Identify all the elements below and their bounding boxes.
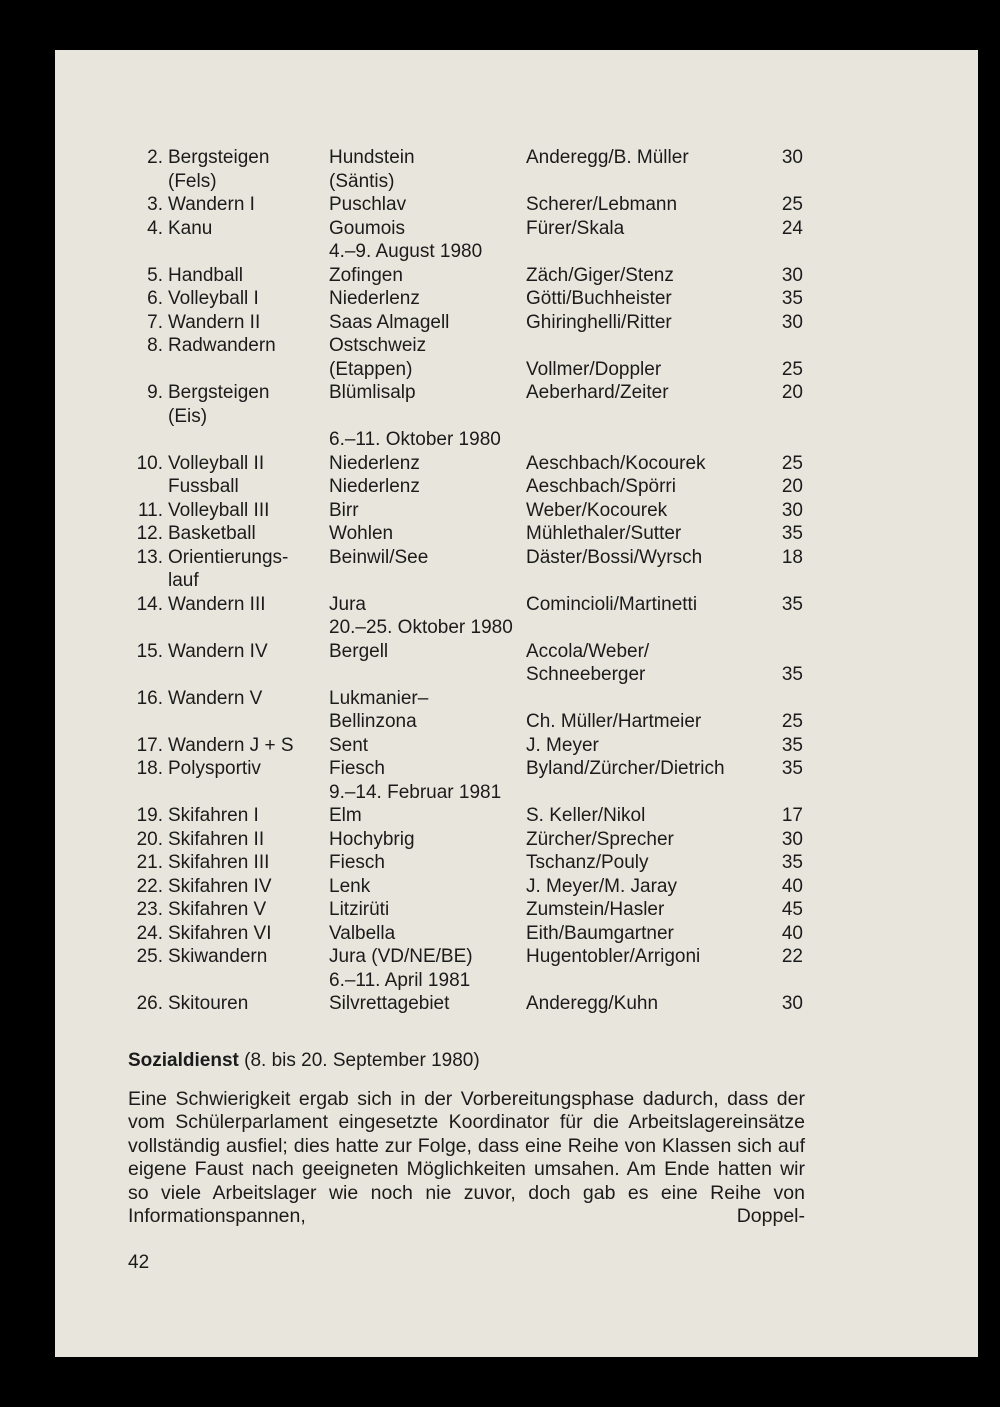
- table-row: [0, 875, 1000, 898]
- row-leader: Anderegg/B. Müller: [526, 147, 689, 168]
- row-num: 4.: [147, 217, 163, 239]
- table-row: [0, 546, 1000, 569]
- table-row: [0, 193, 1000, 216]
- row-num: 19.: [136, 805, 163, 826]
- table-row: [0, 240, 1000, 263]
- row-count: 35: [781, 852, 803, 873]
- row-name: (Fels): [168, 170, 217, 192]
- table-row: [0, 358, 1000, 381]
- row-leader: Zäch/Giger/Stenz: [526, 264, 674, 286]
- table-row: [0, 428, 1000, 451]
- row-count: 30: [781, 147, 803, 168]
- row-name: Kanu: [168, 217, 213, 239]
- row-name: Skifahren IV: [168, 875, 272, 897]
- row-place: Sent: [329, 734, 369, 756]
- row-name: Radwandern: [168, 335, 276, 356]
- body-paragraph: Eine Schwierigkeit ergab sich in der Vorbereitungsphase dadurch, dass der vom Schülerparlament eingesetzte Koordinator für die Arbeitslagereinsätze vollständig ausfiel; dies hatte zur Folge, dass eine Reihe von Klassen sich auf eigene Faust nach geeigneten Möglichkeiten umsahen. Am Ende hatten wir so viele Arbeitslager wie noch nie zuvor, doch gab es eine Reihe von Informationspannen, Doppel-: [128, 1088, 805, 1228]
- row-leader: Vollmer/Doppler: [526, 358, 662, 380]
- row-place: Niederlenz: [329, 476, 420, 497]
- row-num: 20.: [136, 828, 163, 850]
- row-count: 30: [781, 264, 803, 286]
- row-leader: Däster/Bossi/Wyrsch: [526, 546, 703, 568]
- row-count: 25: [781, 194, 803, 215]
- row-leader: Zürcher/Sprecher: [526, 828, 674, 850]
- row-leader: Schneeberger: [526, 664, 646, 685]
- row-num: 5.: [147, 264, 163, 286]
- table-row: [0, 757, 1000, 780]
- row-name: Bergsteigen: [168, 147, 270, 168]
- table-row: [0, 616, 1000, 639]
- row-place: Bergell: [329, 640, 389, 662]
- row-place: Niederlenz: [329, 288, 420, 309]
- row-count: 30: [781, 993, 803, 1014]
- row-count: 35: [781, 523, 803, 544]
- row-place: Lukmanier–: [329, 687, 429, 709]
- row-place: Blümlisalp: [329, 382, 416, 403]
- table-row: [0, 851, 1000, 874]
- row-leader: Aeberhard/Zeiter: [526, 382, 669, 403]
- row-place: Litzirüti: [329, 899, 390, 920]
- table-row: [0, 898, 1000, 921]
- table-row: [0, 640, 1000, 663]
- row-name: Skifahren V: [168, 899, 267, 920]
- row-leader: Ch. Müller/Hartmeier: [526, 711, 702, 732]
- row-place: Niederlenz: [329, 452, 420, 474]
- row-name: Wandern IV: [168, 640, 268, 662]
- row-name: Basketball: [168, 523, 256, 544]
- row-num: 2.: [147, 147, 163, 168]
- row-place: 6.–11. Oktober 1980: [329, 429, 501, 450]
- row-count: 18: [781, 546, 803, 568]
- row-count: 35: [781, 734, 803, 756]
- table-row: [0, 264, 1000, 287]
- table-row: [0, 499, 1000, 522]
- row-leader: Eith/Baumgartner: [526, 922, 674, 944]
- row-place: Hundstein: [329, 147, 415, 168]
- row-place: 6.–11. April 1981: [329, 969, 471, 991]
- row-num: 11.: [137, 499, 163, 521]
- row-name: Skifahren III: [168, 852, 270, 873]
- row-count: 30: [781, 499, 803, 521]
- row-count: 25: [781, 358, 803, 380]
- row-place: Fiesch: [329, 758, 385, 779]
- row-num: 6.: [147, 288, 163, 309]
- row-leader: Byland/Zürcher/Dietrich: [526, 758, 725, 779]
- row-leader: Comincioli/Martinetti: [526, 593, 698, 615]
- row-leader: J. Meyer: [526, 734, 599, 756]
- row-name: Polysportiv: [168, 758, 261, 779]
- row-num: 25.: [136, 946, 163, 967]
- row-leader: Mühlethaler/Sutter: [526, 523, 682, 544]
- row-name: Fussball: [168, 476, 239, 497]
- row-count: 35: [781, 288, 803, 309]
- table-row: [0, 170, 1000, 193]
- row-name: Skiwandern: [168, 946, 268, 967]
- row-place: (Säntis): [329, 170, 395, 192]
- row-name: lauf: [168, 570, 199, 591]
- row-count: 24: [781, 217, 803, 239]
- row-place: Saas Almagell: [329, 311, 450, 333]
- row-leader: Aeschbach/Kocourek: [526, 452, 706, 474]
- table-row: [0, 781, 1000, 804]
- row-name: Orientierungs-: [168, 546, 289, 568]
- table-row: [0, 992, 1000, 1015]
- row-num: 7.: [147, 311, 163, 333]
- table-row: [0, 922, 1000, 945]
- section-subtitle: (8. bis 20. September 1980): [238, 1050, 480, 1071]
- row-name: Skifahren VI: [168, 922, 272, 944]
- row-num: 16.: [136, 687, 163, 709]
- row-count: 20: [781, 382, 803, 403]
- row-leader: Ghiringhelli/Ritter: [526, 311, 672, 333]
- row-num: 24.: [136, 922, 163, 944]
- row-leader: Scherer/Lebmann: [526, 194, 678, 215]
- row-num: 21.: [136, 852, 163, 873]
- row-leader: Anderegg/Kuhn: [526, 993, 659, 1014]
- row-place: Lenk: [329, 875, 371, 897]
- row-leader: S. Keller/Nikol: [526, 805, 646, 826]
- row-place: Fiesch: [329, 852, 385, 873]
- table-row: [0, 687, 1000, 710]
- row-place: Ostschweiz: [329, 335, 427, 356]
- row-count: 25: [781, 452, 803, 474]
- row-count: 40: [781, 875, 803, 897]
- row-name: Wandern V: [168, 687, 263, 709]
- row-name: Wandern J + S: [168, 734, 294, 756]
- row-name: Wandern II: [168, 311, 261, 333]
- row-num: 9.: [147, 382, 163, 403]
- row-place: Hochybrig: [329, 828, 415, 850]
- row-name: Handball: [168, 264, 243, 286]
- row-place: Jura: [329, 593, 366, 615]
- row-count: 20: [781, 476, 803, 497]
- row-num: 23.: [136, 899, 163, 920]
- table-row: [0, 311, 1000, 334]
- table-row: [0, 334, 1000, 357]
- row-place: Bellinzona: [329, 711, 417, 732]
- row-count: 40: [781, 922, 803, 944]
- row-count: 30: [781, 828, 803, 850]
- row-name: Volleyball II: [168, 452, 265, 474]
- table-row: [0, 452, 1000, 475]
- row-leader: Accola/Weber/: [526, 640, 650, 662]
- table-row: [0, 287, 1000, 310]
- row-count: 22: [781, 946, 803, 967]
- row-place: 20.–25. Oktober 1980: [329, 617, 513, 638]
- row-place: Elm: [329, 805, 362, 826]
- row-place: 9.–14. Februar 1981: [329, 781, 502, 803]
- row-place: (Etappen): [329, 358, 413, 380]
- table-row: [0, 593, 1000, 616]
- row-num: 14.: [136, 593, 163, 615]
- row-leader: Zumstein/Hasler: [526, 899, 665, 920]
- row-place: Valbella: [329, 922, 396, 944]
- row-num: 13.: [136, 546, 163, 568]
- row-count: 30: [781, 311, 803, 333]
- table-row: [0, 146, 1000, 169]
- table-row: [0, 828, 1000, 851]
- row-name: (Eis): [168, 405, 208, 427]
- row-name: Volleyball III: [168, 499, 270, 521]
- row-num: 12.: [136, 523, 163, 544]
- row-name: Wandern I: [168, 194, 255, 215]
- row-name: Wandern III: [168, 593, 266, 615]
- row-num: 10.: [136, 452, 163, 474]
- row-count: 25: [781, 711, 803, 732]
- row-count: 35: [781, 593, 803, 615]
- table-row: [0, 405, 1000, 428]
- row-place: 4.–9. August 1980: [329, 241, 483, 262]
- table-row: [0, 569, 1000, 592]
- row-count: 35: [781, 758, 803, 779]
- table-row: [0, 804, 1000, 827]
- row-num: 26.: [136, 993, 163, 1014]
- row-count: 45: [781, 899, 803, 920]
- row-leader: J. Meyer/M. Jaray: [526, 875, 677, 897]
- row-place: Jura (VD/NE/BE): [329, 946, 473, 967]
- row-place: Silvrettagebiet: [329, 993, 450, 1014]
- row-num: 15.: [136, 640, 163, 662]
- row-name: Volleyball I: [168, 288, 259, 309]
- row-num: 8.: [147, 335, 163, 356]
- table-row: [0, 217, 1000, 240]
- row-leader: Fürer/Skala: [526, 217, 625, 239]
- row-leader: Götti/Buchheister: [526, 288, 672, 309]
- table-row: [0, 663, 1000, 686]
- row-place: Wohlen: [329, 523, 394, 544]
- row-num: 3.: [147, 194, 163, 215]
- section-heading: [128, 1050, 480, 1072]
- row-name: Skitouren: [168, 993, 249, 1014]
- row-name: Bergsteigen: [168, 382, 270, 403]
- table-row: [0, 475, 1000, 498]
- row-place: Puschlav: [329, 194, 407, 215]
- row-num: 18.: [136, 758, 163, 779]
- row-place: Goumois: [329, 217, 406, 239]
- row-num: 17.: [136, 734, 163, 756]
- row-leader: Hugentobler/Arrigoni: [526, 946, 701, 967]
- section-title: Sozialdienst: [128, 1050, 239, 1071]
- table-row: [0, 381, 1000, 404]
- row-num: 22.: [136, 875, 163, 897]
- table-row: [0, 969, 1000, 992]
- table-row: [0, 734, 1000, 757]
- row-leader: Weber/Kocourek: [526, 499, 668, 521]
- row-count: 17: [781, 805, 803, 826]
- table-row: [0, 710, 1000, 733]
- row-place: Beinwil/See: [329, 546, 429, 568]
- row-leader: Tschanz/Pouly: [526, 852, 649, 873]
- table-row: [0, 522, 1000, 545]
- row-name: Skifahren I: [168, 805, 259, 826]
- row-leader: Aeschbach/Spörri: [526, 476, 676, 497]
- row-place: Birr: [329, 499, 359, 521]
- table-row: [0, 945, 1000, 968]
- row-count: 35: [781, 664, 803, 685]
- page-number: 42: [128, 1252, 150, 1273]
- row-place: Zofingen: [329, 264, 403, 286]
- row-name: Skifahren II: [168, 828, 265, 850]
